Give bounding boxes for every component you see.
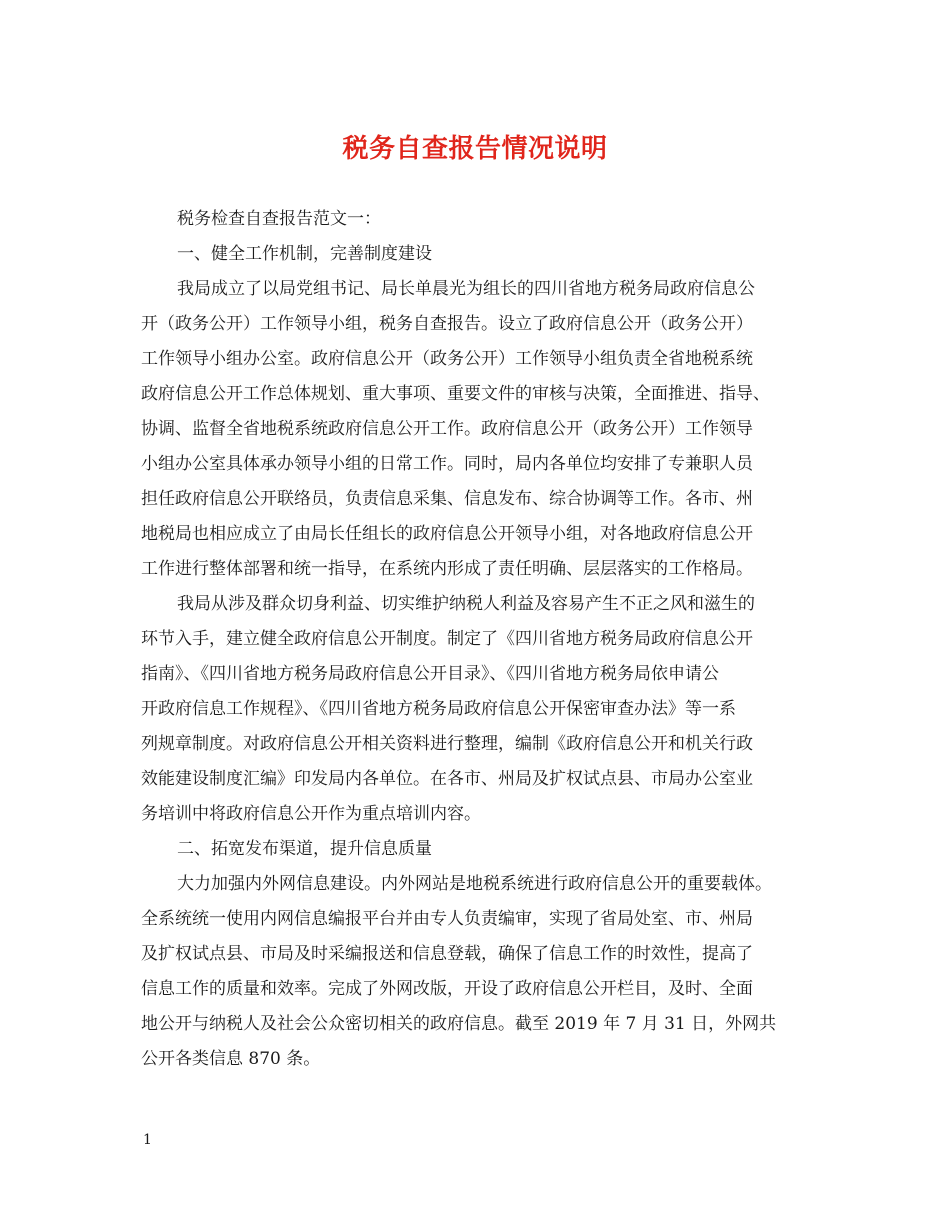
text-line: 环节入手，建立健全政府信息公开制度。制定了《四川省地方税务局政府信息公开 [141,629,753,649]
text-line: 地公开与纳税人及社会公众密切相关的政府信息。截至 2019 年 7 月 31 日，外网共 [141,1014,777,1034]
text-line: 开政府信息工作规程》、《四川省地方税务局政府信息公开保密审查办法》等一系 [141,699,736,719]
text-line: 担任政府信息公开联络员，负责信息采集、信息发布、综合协调等工作。各市、州 [141,489,753,509]
text-line: 税务检查自查报告范文一： [177,209,381,229]
text-line: 指南》、《四川省地方税务局政府信息公开目录》、《四川省地方税务局依申请公 [141,664,719,684]
text-line: 公开各类信息 870 条。 [141,1049,321,1069]
text-line: 政府信息公开工作总体规划、重大事项、重要文件的审核与决策，全面推进、指导、 [141,384,770,404]
text-line: 大力加强内外网信息建设。内外网站是地税系统进行政府信息公开的重要载体。 [177,874,772,894]
text-line: 列规章制度。对政府信息公开相关资料进行整理，编制《政府信息公开和机关行政 [141,734,753,754]
text-line: 我局成立了以局党组书记、局长单晨光为组长的四川省地方税务局政府信息公 [177,279,755,299]
text-line: 小组办公室具体承办领导小组的日常工作。同时，局内各单位均安排了专兼职人员 [141,454,753,474]
text-line: 协调、监督全省地税系统政府信息公开工作。政府信息公开（政务公开）工作领导 [141,419,753,439]
section-heading: 一、健全工作机制，完善制度建设 [177,244,432,264]
text-line: 效能建设制度汇编》印发局内各单位。在各市、州局及扩权试点县、市局办公室业 [141,769,753,789]
text-line: 全系统统一使用内网信息编报平台并由专人负责编审，实现了省局处室、市、州局 [141,909,753,929]
text-line: 地税局也相应成立了由局长任组长的政府信息公开领导小组，对各地政府信息公开 [141,524,753,544]
text-line: 工作进行整体部署和统一指导，在系统内形成了责任明确、层层落实的工作格局。 [141,559,753,579]
text-line: 务培训中将政府信息公开作为重点培训内容。 [141,804,481,824]
text-line: 信息工作的质量和效率。完成了外网改版，开设了政府信息公开栏目，及时、全面 [141,979,753,999]
document-title: 税务自查报告情况说明 [342,134,608,164]
section-heading: 二、拓宽发布渠道，提升信息质量 [177,839,432,859]
text-line: 及扩权试点县、市局及时采编报送和信息登载，确保了信息工作的时效性，提高了 [141,944,753,964]
page-number: 1 [143,1132,152,1148]
text-line: 工作领导小组办公室。政府信息公开（政务公开）工作领导小组负责全省地税系统 [141,349,753,369]
text-line: 我局从涉及群众切身利益、切实维护纳税人利益及容易产生不正之风和滋生的 [177,594,755,614]
text-line: 开（政务公开）工作领导小组，税务自查报告。设立了政府信息公开（政务公开） [141,314,753,334]
